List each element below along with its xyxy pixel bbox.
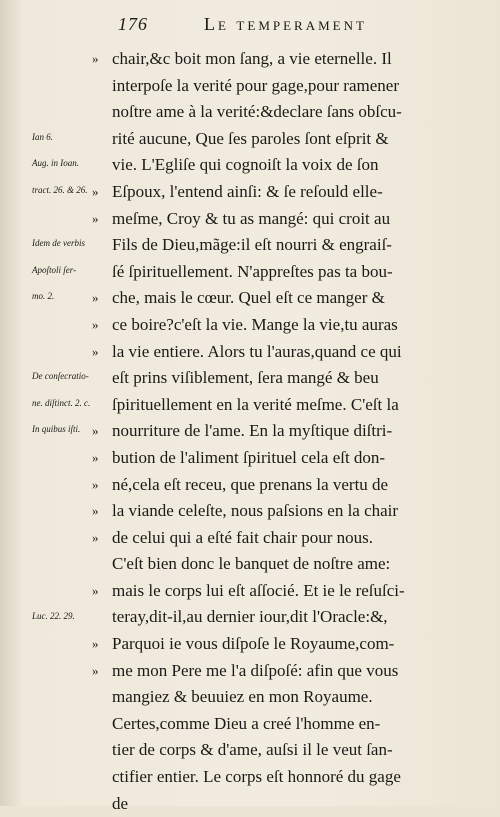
line-text: interpoſe la verité pour gage,pour ramener [112,75,399,95]
text-line [92,46,482,73]
margin-note: mo. 2. [32,291,55,302]
line-text: chair,&c boit mon ſang, a vie eternelle. Il [112,49,392,68]
text-line [112,551,482,578]
text-line [112,737,482,764]
quotation-mark: » [92,423,99,439]
text-line [92,312,482,339]
text-line [92,658,482,685]
text-line [112,126,482,153]
line-text: Certes,comme Dieu a creé l'homme en- [112,713,381,733]
line-text: de [112,793,129,813]
text-line [112,684,482,711]
text-line [112,152,482,179]
line-text: meſme, Croy & tu as mangé: qui croit au [112,208,391,228]
line-text: me mon Pere me l'a diſpoſé: afin que vous [112,660,399,680]
running-title: Le temperament [204,14,367,34]
quotation-mark: » [92,582,99,598]
line-text: ſé ſpirituellement. N'appreſtes pas ta bou- [112,261,393,281]
line-text: Fils de Dieu,mãge:il eſt nourri & engraiſ- [112,235,392,255]
quotation-mark: » [92,290,99,306]
text-line [112,259,482,286]
quotation-mark: » [92,476,99,492]
line-text: mais le corps lui eſt aſſocié. Et ie le reſuſci- [112,580,405,600]
text-line [112,99,482,126]
margin-note: Luc. 22. 29. [32,610,75,621]
quotation-mark: » [92,449,99,465]
text-line [112,711,482,738]
line-text: nourriture de l'ame. En la myſtique diſtri- [112,421,393,441]
margin-note: Apoſtoli ſer- [32,264,77,275]
line-text: Parquoi ie vous diſpoſe le Royaume,com- [112,634,395,654]
text-line [92,285,482,312]
text-line [112,73,482,100]
text-line [92,631,482,658]
line-text: ctifier entier. Le corps eſt honnoré du gage [112,767,401,787]
text-line [92,578,482,605]
margin-notes [0,0,112,806]
quotation-mark: » [92,316,99,332]
line-text: noſtre ame à la verité:&declare ſans obſcu- [112,102,402,122]
quotation-mark: » [92,343,99,359]
text-line [92,525,482,552]
text-line [92,445,482,472]
text-line [92,339,482,366]
text-line [112,604,482,631]
line-text: Eſpoux, l'entend ainſi: & ſe reſould elle- [112,181,383,201]
margin-note: Aug. in Ioan. [32,158,79,169]
quotation-mark: » [92,210,99,226]
text-line [92,206,482,233]
quotation-mark: » [92,636,99,652]
line-text: rité aucune, Que ſes paroles ſont eſprit & [112,128,389,148]
line-text: tier de corps & d'ame, auſsi il le veut ſan- [112,740,393,760]
line-text: la vie entiere. Alors tu l'auras,quand ce qui [112,341,402,361]
margin-note: ne. diſtinct. 2. c. [32,397,91,408]
line-text: che, mais le cœur. Quel eſt ce manger & [112,288,385,308]
line-text: ſpirituellement en la verité meſme. C'eſt la [112,394,399,414]
line-text: de celui qui a eſté fait chair pour nous. [112,527,374,547]
text-line [92,472,482,499]
margin-note: tract. 26. & 26. [32,185,88,195]
line-text: eſt prins viſiblement, ſera mangé & beu [112,368,379,388]
body-text [92,46,482,817]
text-line [112,365,482,392]
text-line [112,791,482,817]
margin-note: Ian 6. [32,131,53,142]
line-text: ce boire?c'eſt la vie. Mange la vie,tu auras [112,314,398,334]
line-text: né,cela eſt receu, que prenans la vertu de [112,474,389,494]
text-line [112,392,482,419]
quotation-mark: » [92,529,99,545]
text-line [112,232,482,259]
text-line [112,764,482,791]
line-text: vie. L'Egliſe qui cognoiſt la voix de ſon [112,155,379,175]
line-text: C'eſt bien donc le banquet de noſtre ame: [112,554,391,574]
page-header [112,12,482,38]
margin-note: In quibus iſti. [32,424,81,435]
quotation-mark: » [92,662,99,678]
quotation-mark: » [92,51,99,66]
text-line [92,179,482,206]
line-text: teray,dit-il,au dernier iour,dit l'Oracle:&, [112,607,388,627]
line-text: mangiez & beuuiez en mon Royaume. [112,687,373,707]
text-line [92,418,482,445]
line-text: bution de l'aliment ſpirituel cela eſt don- [112,447,386,467]
text-line [92,498,482,525]
quotation-mark: » [92,503,99,519]
page-number: 176 [118,14,148,34]
quotation-mark: » [92,183,99,199]
margin-note: Idem de verbis [32,238,85,249]
line-text: la viande celeſte, nous paſsions en la chair [112,501,399,521]
margin-note: De conſecratio- [32,371,89,382]
